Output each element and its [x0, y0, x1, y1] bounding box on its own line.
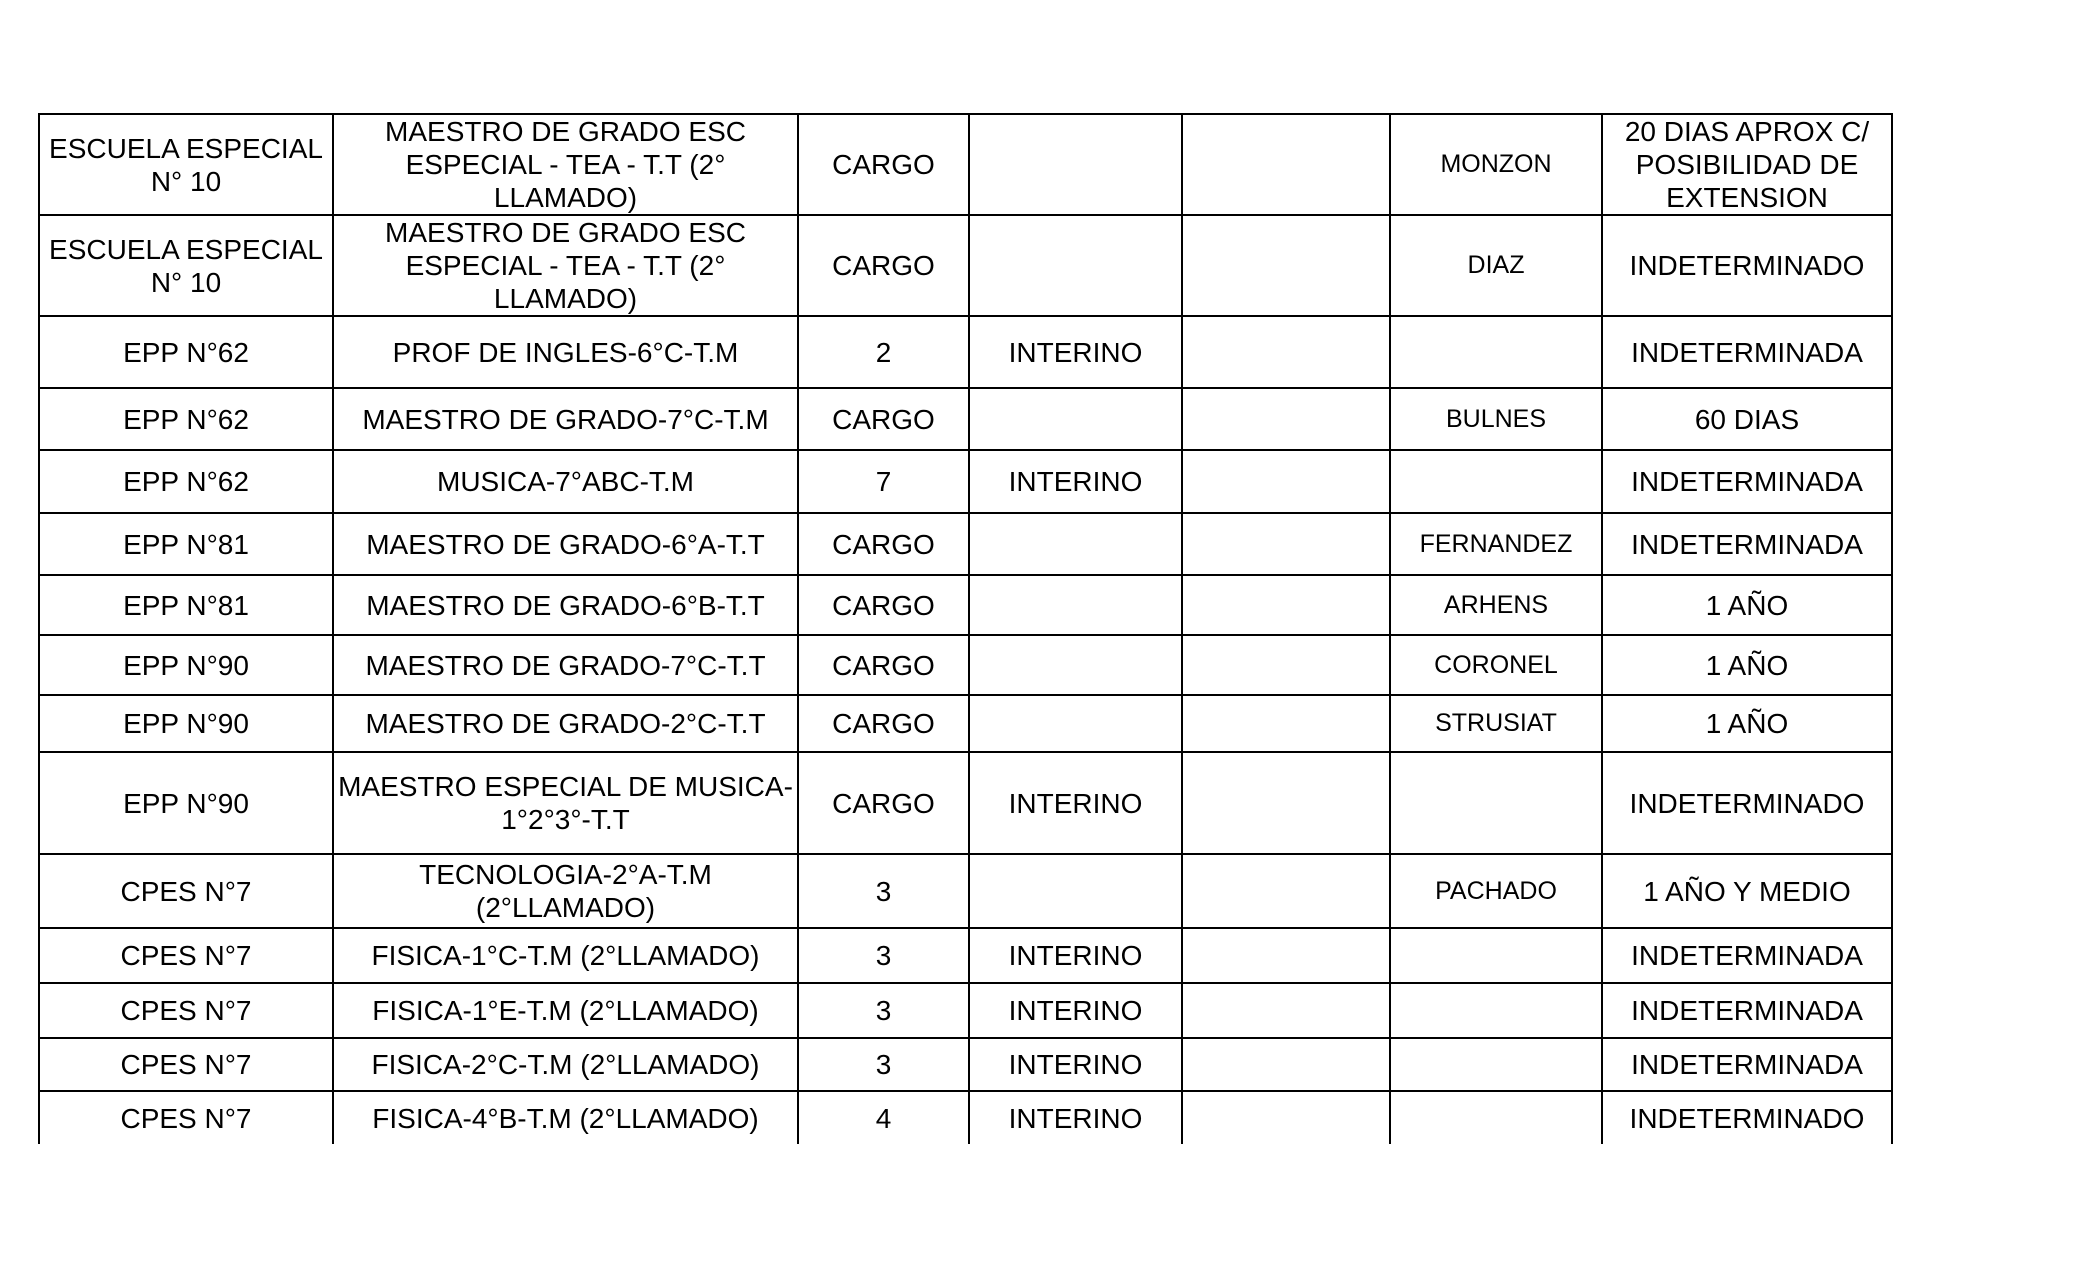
status-cell: INTERINO [969, 1038, 1182, 1091]
replaced-teacher-cell [1390, 1091, 1602, 1144]
hours-cell: CARGO [798, 114, 969, 215]
replaced-teacher-cell [1390, 450, 1602, 513]
duration-cell: INDETERMINADA [1602, 928, 1892, 983]
duration-cell: 60 DIAS [1602, 388, 1892, 450]
replaced-teacher-cell: MONZON [1390, 114, 1602, 215]
table-row [39, 450, 1892, 513]
replaced-teacher-cell: ARHENS [1390, 575, 1602, 635]
position-cell: FISICA-1°E-T.M (2°LLAMADO) [333, 983, 798, 1038]
table-row [39, 316, 1892, 388]
school-cell: EPP N°90 [39, 752, 333, 854]
status-cell: INTERINO [969, 450, 1182, 513]
replaced-teacher-cell [1390, 1038, 1602, 1091]
replaced-teacher-cell [1390, 316, 1602, 388]
table-row [39, 114, 1892, 215]
school-cell: EPP N°81 [39, 513, 333, 575]
school-cell: CPES N°7 [39, 1038, 333, 1091]
school-cell: ESCUELA ESPECIAL N° 10 [39, 114, 333, 215]
position-cell: MAESTRO DE GRADO-6°A-T.T [333, 513, 798, 575]
hours-cell: 7 [798, 450, 969, 513]
blank-cell [1182, 114, 1390, 215]
position-cell: MUSICA-7°ABC-T.M [333, 450, 798, 513]
blank-cell [1182, 928, 1390, 983]
position-cell: FISICA-1°C-T.M (2°LLAMADO) [333, 928, 798, 983]
replaced-teacher-cell: BULNES [1390, 388, 1602, 450]
table-row [39, 854, 1892, 928]
duration-cell: 1 AÑO Y MEDIO [1602, 854, 1892, 928]
replaced-teacher-cell: FERNANDEZ [1390, 513, 1602, 575]
school-cell: EPP N°81 [39, 575, 333, 635]
school-cell: CPES N°7 [39, 928, 333, 983]
replaced-teacher-cell [1390, 752, 1602, 854]
blank-cell [1182, 752, 1390, 854]
table-row [39, 1091, 1892, 1144]
table-row [39, 388, 1892, 450]
vacancy-table-container [38, 113, 1893, 1144]
table-row [39, 575, 1892, 635]
table-body [39, 114, 1892, 1144]
hours-cell: CARGO [798, 752, 969, 854]
status-cell [969, 854, 1182, 928]
table-row [39, 752, 1892, 854]
position-cell: MAESTRO ESPECIAL DE MUSICA-1°2°3°-T.T [333, 752, 798, 854]
hours-cell: CARGO [798, 695, 969, 752]
blank-cell [1182, 513, 1390, 575]
school-cell: ESCUELA ESPECIAL N° 10 [39, 215, 333, 316]
blank-cell [1182, 983, 1390, 1038]
school-cell: EPP N°90 [39, 695, 333, 752]
position-cell: MAESTRO DE GRADO-6°B-T.T [333, 575, 798, 635]
hours-cell: 3 [798, 1038, 969, 1091]
table-row [39, 983, 1892, 1038]
blank-cell [1182, 575, 1390, 635]
duration-cell: 1 AÑO [1602, 695, 1892, 752]
vacancy-table [38, 113, 1893, 1144]
position-cell: FISICA-4°B-T.M (2°LLAMADO) [333, 1091, 798, 1144]
replaced-teacher-cell [1390, 983, 1602, 1038]
status-cell [969, 695, 1182, 752]
duration-cell: 20 DIAS APROX C/ POSIBILIDAD DE EXTENSION [1602, 114, 1892, 215]
status-cell [969, 388, 1182, 450]
duration-cell: INDETERMINADA [1602, 316, 1892, 388]
status-cell: INTERINO [969, 752, 1182, 854]
duration-cell: INDETERMINADO [1602, 1091, 1892, 1144]
status-cell: INTERINO [969, 983, 1182, 1038]
school-cell: CPES N°7 [39, 854, 333, 928]
status-cell [969, 114, 1182, 215]
blank-cell [1182, 695, 1390, 752]
hours-cell: CARGO [798, 635, 969, 695]
blank-cell [1182, 635, 1390, 695]
hours-cell: CARGO [798, 215, 969, 316]
duration-cell: INDETERMINADA [1602, 983, 1892, 1038]
hours-cell: 3 [798, 983, 969, 1038]
hours-cell: 4 [798, 1091, 969, 1144]
replaced-teacher-cell: PACHADO [1390, 854, 1602, 928]
duration-cell: 1 AÑO [1602, 635, 1892, 695]
blank-cell [1182, 1091, 1390, 1144]
blank-cell [1182, 316, 1390, 388]
blank-cell [1182, 1038, 1390, 1091]
school-cell: EPP N°90 [39, 635, 333, 695]
table-row [39, 928, 1892, 983]
school-cell: CPES N°7 [39, 1091, 333, 1144]
replaced-teacher-cell: DIAZ [1390, 215, 1602, 316]
school-cell: EPP N°62 [39, 450, 333, 513]
status-cell [969, 215, 1182, 316]
table-row [39, 513, 1892, 575]
duration-cell: INDETERMINADO [1602, 752, 1892, 854]
status-cell [969, 575, 1182, 635]
school-cell: EPP N°62 [39, 388, 333, 450]
duration-cell: 1 AÑO [1602, 575, 1892, 635]
position-cell: MAESTRO DE GRADO ESC ESPECIAL - TEA - T.T (2° LLAMADO) [333, 215, 798, 316]
blank-cell [1182, 854, 1390, 928]
status-cell [969, 635, 1182, 695]
position-cell: TECNOLOGIA-2°A-T.M (2°LLAMADO) [333, 854, 798, 928]
position-cell: MAESTRO DE GRADO-7°C-T.T [333, 635, 798, 695]
school-cell: EPP N°62 [39, 316, 333, 388]
replaced-teacher-cell: CORONEL [1390, 635, 1602, 695]
blank-cell [1182, 388, 1390, 450]
duration-cell: INDETERMINADA [1602, 450, 1892, 513]
table-row [39, 215, 1892, 316]
table-row [39, 1038, 1892, 1091]
table-row [39, 635, 1892, 695]
position-cell: FISICA-2°C-T.M (2°LLAMADO) [333, 1038, 798, 1091]
duration-cell: INDETERMINADO [1602, 215, 1892, 316]
status-cell: INTERINO [969, 316, 1182, 388]
hours-cell: CARGO [798, 388, 969, 450]
position-cell: MAESTRO DE GRADO ESC ESPECIAL - TEA - T.T (2° LLAMADO) [333, 114, 798, 215]
position-cell: MAESTRO DE GRADO-7°C-T.M [333, 388, 798, 450]
hours-cell: CARGO [798, 575, 969, 635]
replaced-teacher-cell [1390, 928, 1602, 983]
hours-cell: 2 [798, 316, 969, 388]
status-cell [969, 513, 1182, 575]
duration-cell: INDETERMINADA [1602, 1038, 1892, 1091]
school-cell: CPES N°7 [39, 983, 333, 1038]
table-row [39, 695, 1892, 752]
hours-cell: CARGO [798, 513, 969, 575]
position-cell: MAESTRO DE GRADO-2°C-T.T [333, 695, 798, 752]
hours-cell: 3 [798, 854, 969, 928]
status-cell: INTERINO [969, 928, 1182, 983]
hours-cell: 3 [798, 928, 969, 983]
blank-cell [1182, 215, 1390, 316]
duration-cell: INDETERMINADA [1602, 513, 1892, 575]
replaced-teacher-cell: STRUSIAT [1390, 695, 1602, 752]
position-cell: PROF DE INGLES-6°C-T.M [333, 316, 798, 388]
blank-cell [1182, 450, 1390, 513]
status-cell: INTERINO [969, 1091, 1182, 1144]
